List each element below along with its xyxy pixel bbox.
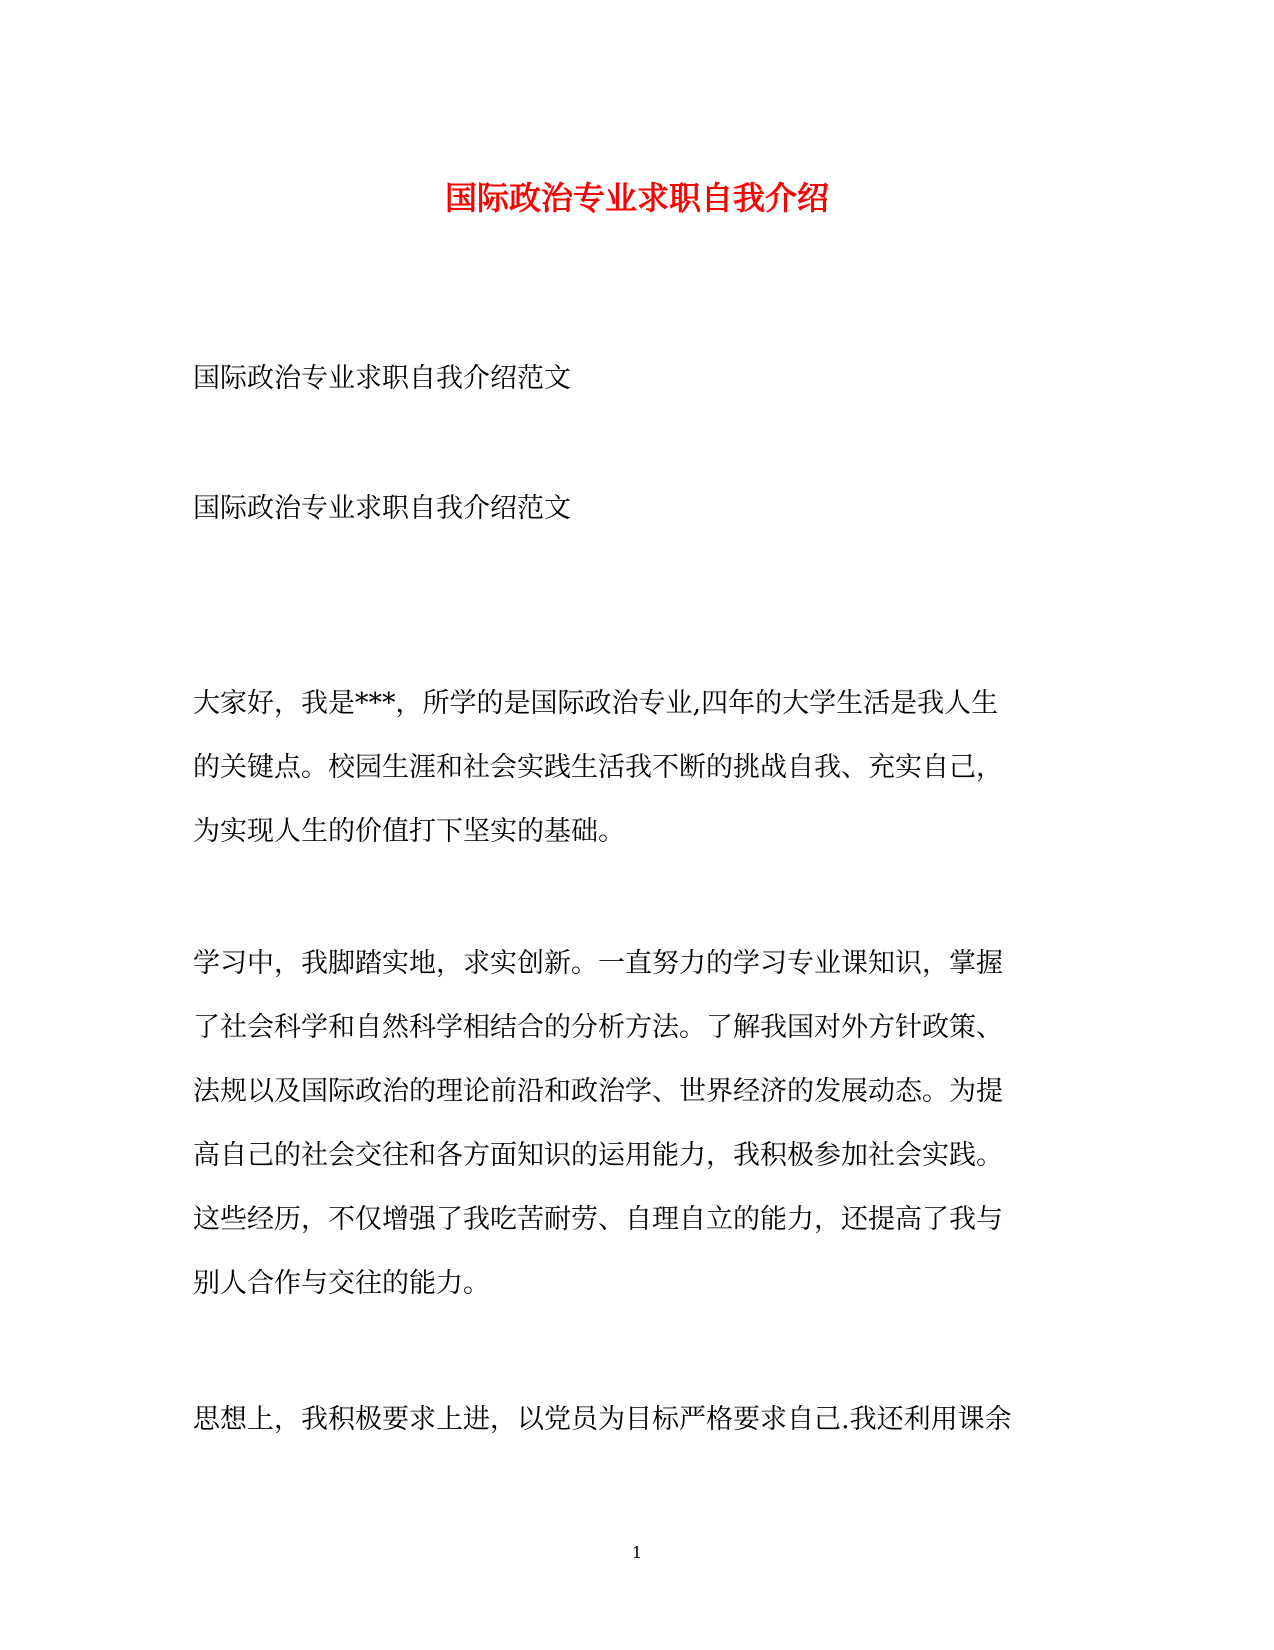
subtitle-2: 国际政治专业求职自我介绍范文 xyxy=(193,493,571,524)
paragraph-line: 学习中，我脚踏实地，求实创新。一直努力的学习专业课知识，掌握 xyxy=(193,948,1003,979)
document-title: 国际政治专业求职自我介绍 xyxy=(444,179,829,217)
paragraph-line: 的关键点。校园生涯和社会实践生活我不断的挑战自我、充实自己， xyxy=(193,752,1003,783)
subtitle-1: 国际政治专业求职自我介绍范文 xyxy=(193,363,571,394)
paragraph-2 xyxy=(193,932,1081,1316)
paragraph-line: 高自己的社会交往和各方面知识的运用能力，我积极参加社会实践。 xyxy=(193,1140,1003,1171)
paragraph-3 xyxy=(193,1388,1081,1452)
paragraph-line: 思想上，我积极要求上进，以党员为目标严格要求自己.我还利用课余 xyxy=(193,1404,1012,1435)
paragraph-line: 大家好，我是***，所学的是国际政治专业,四年的大学生活是我人生 xyxy=(193,688,999,719)
paragraph-line: 为实现人生的价值打下坚实的基础。 xyxy=(193,816,625,847)
page-number: 1 xyxy=(631,1543,643,1562)
paragraph-line: 别人合作与交往的能力。 xyxy=(193,1268,490,1299)
paragraph-1 xyxy=(193,672,1081,864)
paragraph-line: 法规以及国际政治的理论前沿和政治学、世界经济的发展动态。为提 xyxy=(193,1076,1003,1107)
paragraph-line: 这些经历，不仅增强了我吃苦耐劳、自理自立的能力，还提高了我与 xyxy=(193,1204,1003,1235)
paragraph-line: 了社会科学和自然科学相结合的分析方法。了解我国对外方针政策、 xyxy=(193,1012,1003,1043)
